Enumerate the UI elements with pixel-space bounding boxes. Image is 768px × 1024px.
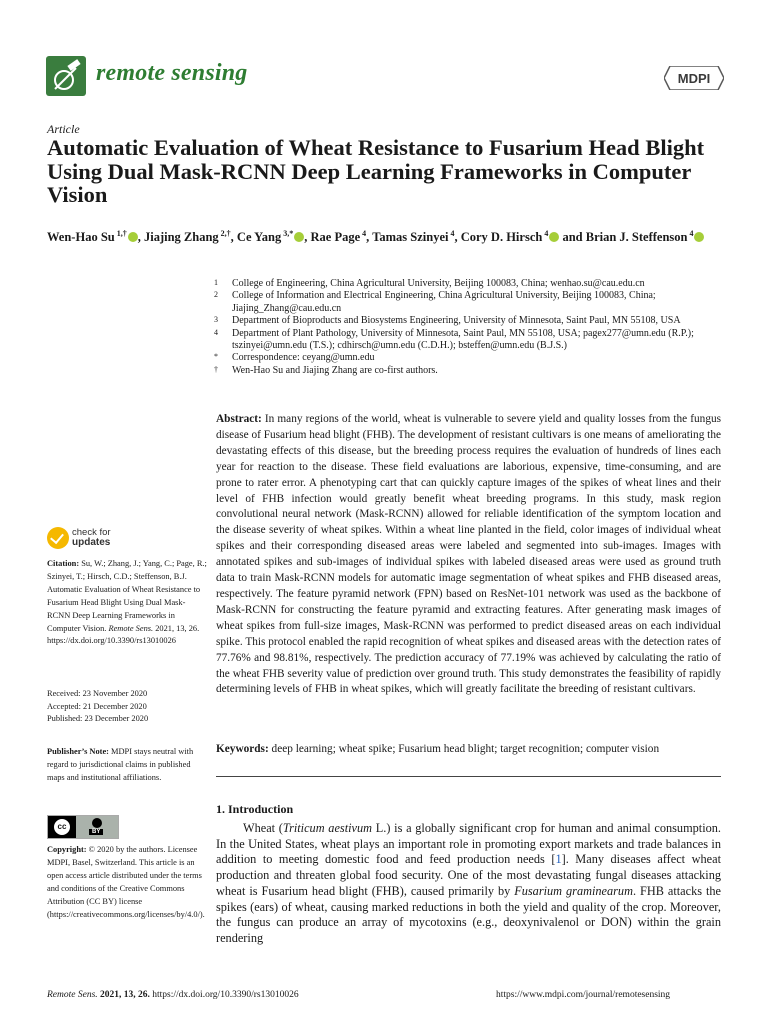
author-affiliation-mark: 4: [450, 229, 455, 238]
footer-citation: [47, 990, 299, 1000]
by-label: BY: [89, 829, 103, 835]
keywords-label: Keywords:: [216, 743, 269, 755]
footer-journal: Remote Sens.: [47, 990, 98, 1000]
cc-license-badge[interactable]: [47, 815, 119, 839]
affiliation-item: [214, 352, 734, 364]
author-separator: ,: [454, 230, 461, 245]
orcid-icon[interactable]: [549, 232, 559, 242]
affiliation-item: [214, 315, 734, 327]
affiliation-mark: 1: [214, 278, 218, 287]
author-separator: ,: [366, 230, 373, 245]
publisher-note-text: MDPI stays neutral with regard to jurisdictional claims in published maps and institutional affiliations.: [47, 747, 194, 782]
affiliation-text: Correspondence: ceyang@umn.edu: [232, 352, 375, 364]
section-divider: [216, 776, 721, 777]
footer-journal-url[interactable]: https://www.mdpi.com/journal/remotesensing: [496, 990, 671, 1000]
author-name: Jiajing Zhang: [143, 230, 219, 245]
keywords: [216, 742, 721, 757]
copyright-text: © 2020 by the authors. Licensee MDPI, Basel, Switzerland. This article is an open access article distributed under the terms and conditions of the Creative Commons Attribution (CC BY) license (https://creativecommons.org/licenses/by/4.0/).: [47, 845, 205, 919]
author-name: Tamas Szinyei: [372, 230, 449, 245]
citation-journal: Remote Sens.: [108, 623, 154, 633]
affiliation-text: Department of Plant Pathology, University of Minnesota, Saint Paul, MN 55108, USA; pagex277@umn.edu (R.P.); tszinyei@umn.edu (T.S.); cdhirsch@umn.edu (C.D.H.); bsteffen@umn.edu (B.J.S.): [232, 327, 694, 352]
check-for-updates-button[interactable]: [47, 527, 147, 551]
citation-block: [47, 558, 207, 648]
person-icon: [92, 818, 102, 828]
author-name: Cory D. Hirsch: [460, 230, 543, 245]
footer-doi-link[interactable]: https://dx.doi.org/10.3390/rs13010026: [152, 990, 299, 1000]
affiliation-mark: 3: [214, 315, 218, 325]
author-separator: ,: [137, 230, 144, 245]
author-separator: and: [559, 230, 586, 245]
abstract-label: Abstract:: [216, 413, 262, 425]
author-separator: ,: [230, 230, 237, 245]
citation-text: Su, W.; Zhang, J.; Yang, C.; Page, R.; Szinyei, T.; Hirsch, C.D.; Steffenson, B.J. Automatic Evaluation of Wheat Resistance to Fusarium Head Blight Using Dual Mask-RCNN Deep Learning Frameworks in Computer Vision.: [47, 559, 207, 633]
author-name: Ce Yang: [236, 230, 282, 245]
section-heading: 1. Introduction: [216, 802, 294, 816]
received-date: Received: 23 November 2020: [47, 689, 148, 698]
reference-link[interactable]: 1: [555, 852, 562, 867]
published-date: Published: 23 December 2020: [47, 714, 149, 724]
orcid-icon[interactable]: [694, 232, 704, 242]
affiliation-item: [214, 278, 734, 290]
author-affiliation-mark: 4: [544, 229, 549, 238]
accepted-date: Accepted: 21 December 2020: [47, 701, 147, 711]
check-line1: check for: [72, 527, 111, 538]
keywords-text: deep learning; wheat spike; Fusarium head blight; target recognition; computer vision: [271, 743, 660, 755]
affiliation-mark: 4: [214, 327, 218, 337]
species-name: Triticum aestivum: [282, 821, 373, 835]
abstract: [216, 412, 721, 698]
citation-volume: 2021, 13, 26.: [155, 623, 200, 633]
affiliation-mark: †: [214, 364, 218, 374]
article-type: Article: [47, 122, 80, 136]
author-affiliation-mark: 4: [689, 229, 694, 238]
publisher-note-label: Publisher’s Note:: [47, 747, 109, 756]
author-name: Brian J. Steffenson: [585, 230, 688, 245]
page-title: Automatic Evaluation of Wheat Resistance to Fusarium Head Blight Using Dual Mask-RCNN Deep Learning Frameworks in Computer Vision: [47, 135, 705, 207]
footer-ref: 2021, 13, 26.: [100, 990, 150, 1000]
citation-doi-link[interactable]: https://dx.doi.org/10.3390/rs13010026: [47, 636, 176, 646]
publisher-name: MDPI: [677, 71, 711, 86]
journal-logo-icon: [46, 56, 86, 96]
affiliation-text: Department of Bioproducts and Biosystems Engineering, University of Minnesota, Saint Paul, MN 55108, USA: [232, 315, 681, 327]
author-affiliation-mark: 4: [362, 229, 367, 238]
affiliation-mark: *: [214, 352, 218, 362]
cc-icon: cc: [53, 818, 71, 836]
publisher-logo-icon: [664, 66, 724, 90]
affiliation-text: College of Information and Electrical Engineering, China Agricultural University, Beijing 100083, China; Jiajing_Zhang@cau.edu.cn: [232, 290, 656, 314]
affiliations: [214, 278, 734, 377]
check-icon: [47, 527, 69, 549]
citation-label: Citation:: [47, 559, 80, 568]
publisher-note: [47, 746, 207, 785]
intro-paragraph: Wheat (Triticum aestivum L.) is a globally significant crop for human and animal consumption. In the United States, wheat plays an important role in promoting export markets and trade balances in addition to meeting domestic food and feed production needs [1]. Many diseases affect wheat production and threaten global food security. One of the most devastating fungal diseases attacking wheat is Fusarium head blight (FHB), caused primarily by Fusarium graminearum. FHB attacks the spikes (ears) of wheat, causing marked reductions in both the yield and quality of the crop. Moreover, the fungus can produce an array of mycotoxins (e.g., deoxynivalenol or DON) within the grain rendering: [216, 821, 721, 945]
affiliation-text: College of Engineering, China Agricultural University, Beijing 100083, China; wenhao.su@cau.edu.cn: [232, 278, 645, 289]
affiliation-mark: 2: [214, 290, 218, 300]
affiliation-item: [214, 365, 734, 377]
author-affiliation-mark: 1,†: [116, 229, 127, 238]
affiliation-item: [214, 290, 734, 315]
author-list: [47, 226, 727, 245]
orcid-icon[interactable]: [128, 232, 138, 242]
check-line2: updates: [72, 537, 111, 548]
abstract-text: In many regions of the world, wheat is vulnerable to severe yield and quality losses from the fungus disease of Fusarium head blight (FHB). The development of resistant cultivars is one means of ameliorating the devastating effects of this disease, but the breeding process requires the evaluation of hundreds of lines each year for reaction to the disease. These field evaluations are laborious, expensive, time-consuming, and are prone to rater error. A phenotyping cart that can quickly capture images of the spikes of wheat lines and their level of FHB infection would greatly benefit wheat breeding programs. In this study, mask region convolutional neural network (Mask-RCNN) allowed for reliable identification of the symptom location and the disease severity of wheat spikes. Within a wheat line planted in the field, color images of individual wheat spikes and their corresponding diseased areas were labeled and segmented into sub-images. Images with annotated spikes and sub-images of individual spikes with labeled diseased areas were used as ground truth data to train Mask-RCNN models for automatic image segmentation of wheat spikes and FHB diseased areas, respectively. The feature pyramid network (FPN) based on ResNet-101 network was used as the backbone of Mask-RCNN for constructing the feature pyramid and extracting features. After generating mask images of wheat spikes from full-size images, Mask-RCNN was performed to predict diseased areas on each individual spike. This protocol enabled the rapid recognition of wheat spikes and diseased areas with the detection rates of 77.76% and 98.81%, respectively. The prediction accuracy of 77.19% was achieved by calculating the ratio of the wheat FHB severity value of prediction over ground truth. This study demonstrates the feasibility of rapidly determining levels of FHB in wheat spikes, which will greatly facilitate the breeding of resistant cultivars.: [216, 413, 722, 696]
copyright-block: [47, 844, 207, 921]
copyright-label: Copyright:: [47, 845, 87, 854]
orcid-icon[interactable]: [294, 232, 304, 242]
dates-block: [47, 688, 207, 726]
author-separator: ,: [304, 230, 311, 245]
affiliation-text: Wen-Hao Su and Jiajing Zhang are co-first authors.: [232, 364, 438, 376]
author-affiliation-mark: 2,†: [220, 229, 231, 238]
species-name: Fusarium graminearum: [514, 883, 633, 898]
author-name: Rae Page: [310, 230, 361, 245]
author-affiliation-mark: 3,*: [283, 229, 294, 238]
journal-name: remote sensing: [96, 60, 248, 86]
author-name: Wen-Hao Su: [47, 230, 115, 245]
affiliation-item: [214, 328, 734, 353]
